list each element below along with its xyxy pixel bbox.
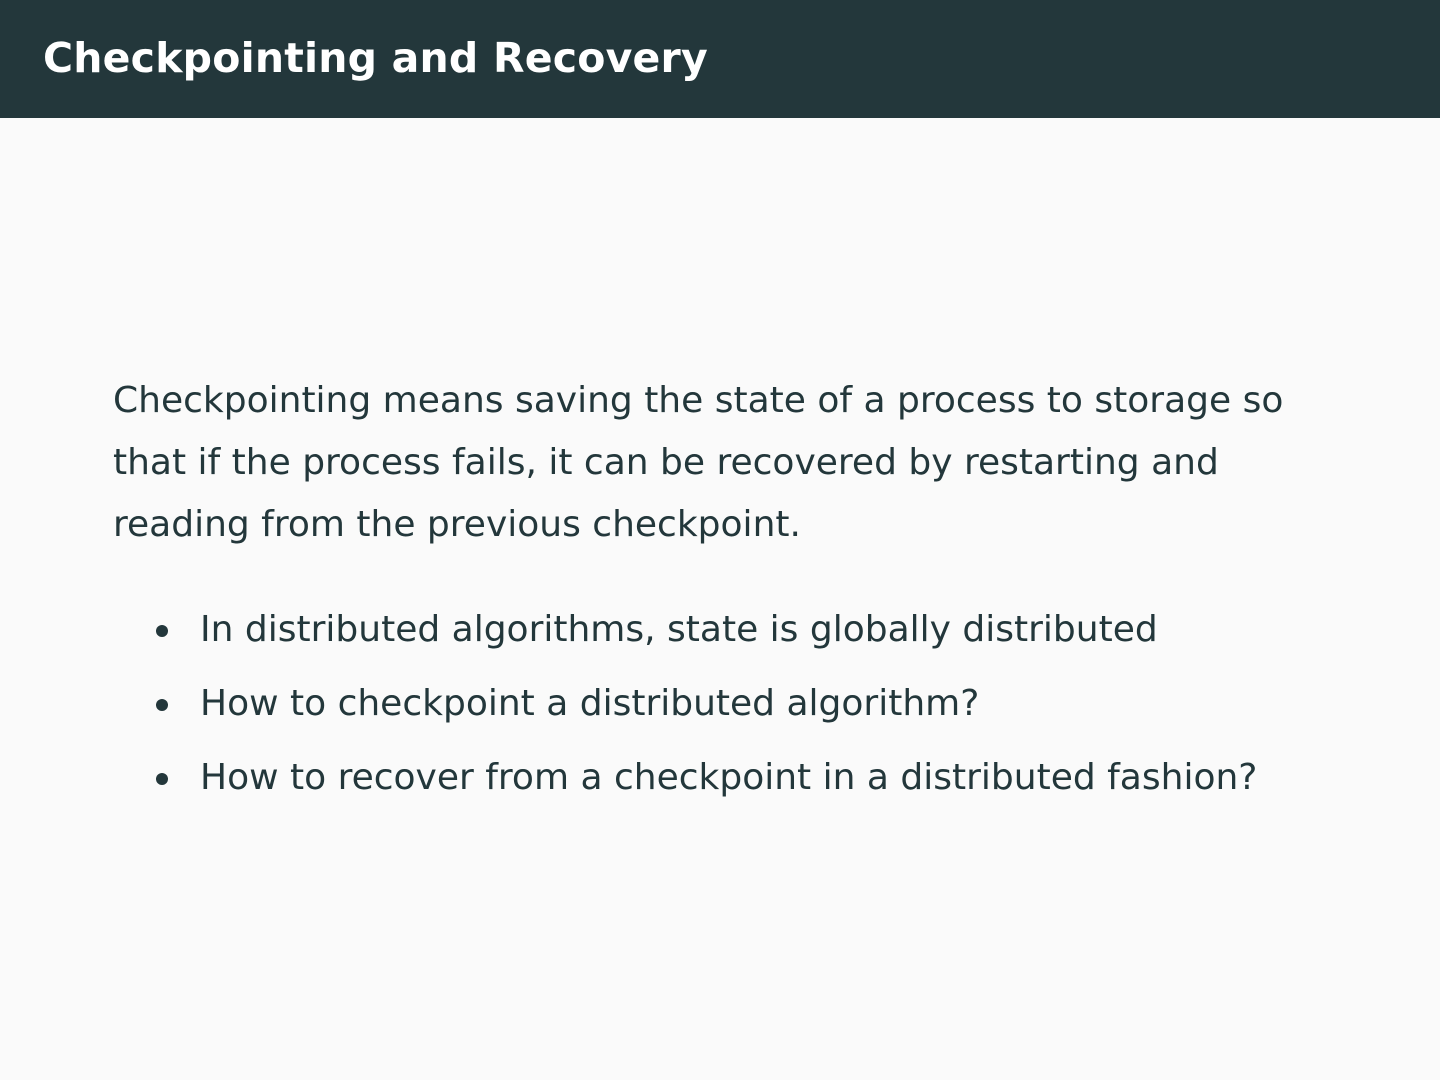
- slide-content: [113, 370, 1313, 798]
- slide-title: Checkpointing and Recovery: [43, 34, 708, 82]
- bullet-text: How to recover from a checkpoint in a distributed fashion?: [200, 757, 1258, 798]
- bullet-item: [113, 746, 1313, 820]
- bullet-item: [113, 598, 1313, 672]
- bullet-text: How to checkpoint a distributed algorithm?: [200, 683, 980, 724]
- bullet-text: In distributed algorithms, state is globally distributed: [200, 609, 1158, 650]
- bullet-icon: [156, 699, 168, 711]
- bullet-icon: [156, 625, 168, 637]
- bullet-item: [113, 672, 1313, 746]
- bullet-list: [113, 598, 1313, 820]
- bullet-icon: [156, 773, 168, 785]
- title-bar: [0, 0, 1440, 118]
- intro-paragraph: Checkpointing means saving the state of a process to storage so that if the process fails, it can be recovered by restarting and reading from the previous checkpoint.: [113, 380, 1284, 545]
